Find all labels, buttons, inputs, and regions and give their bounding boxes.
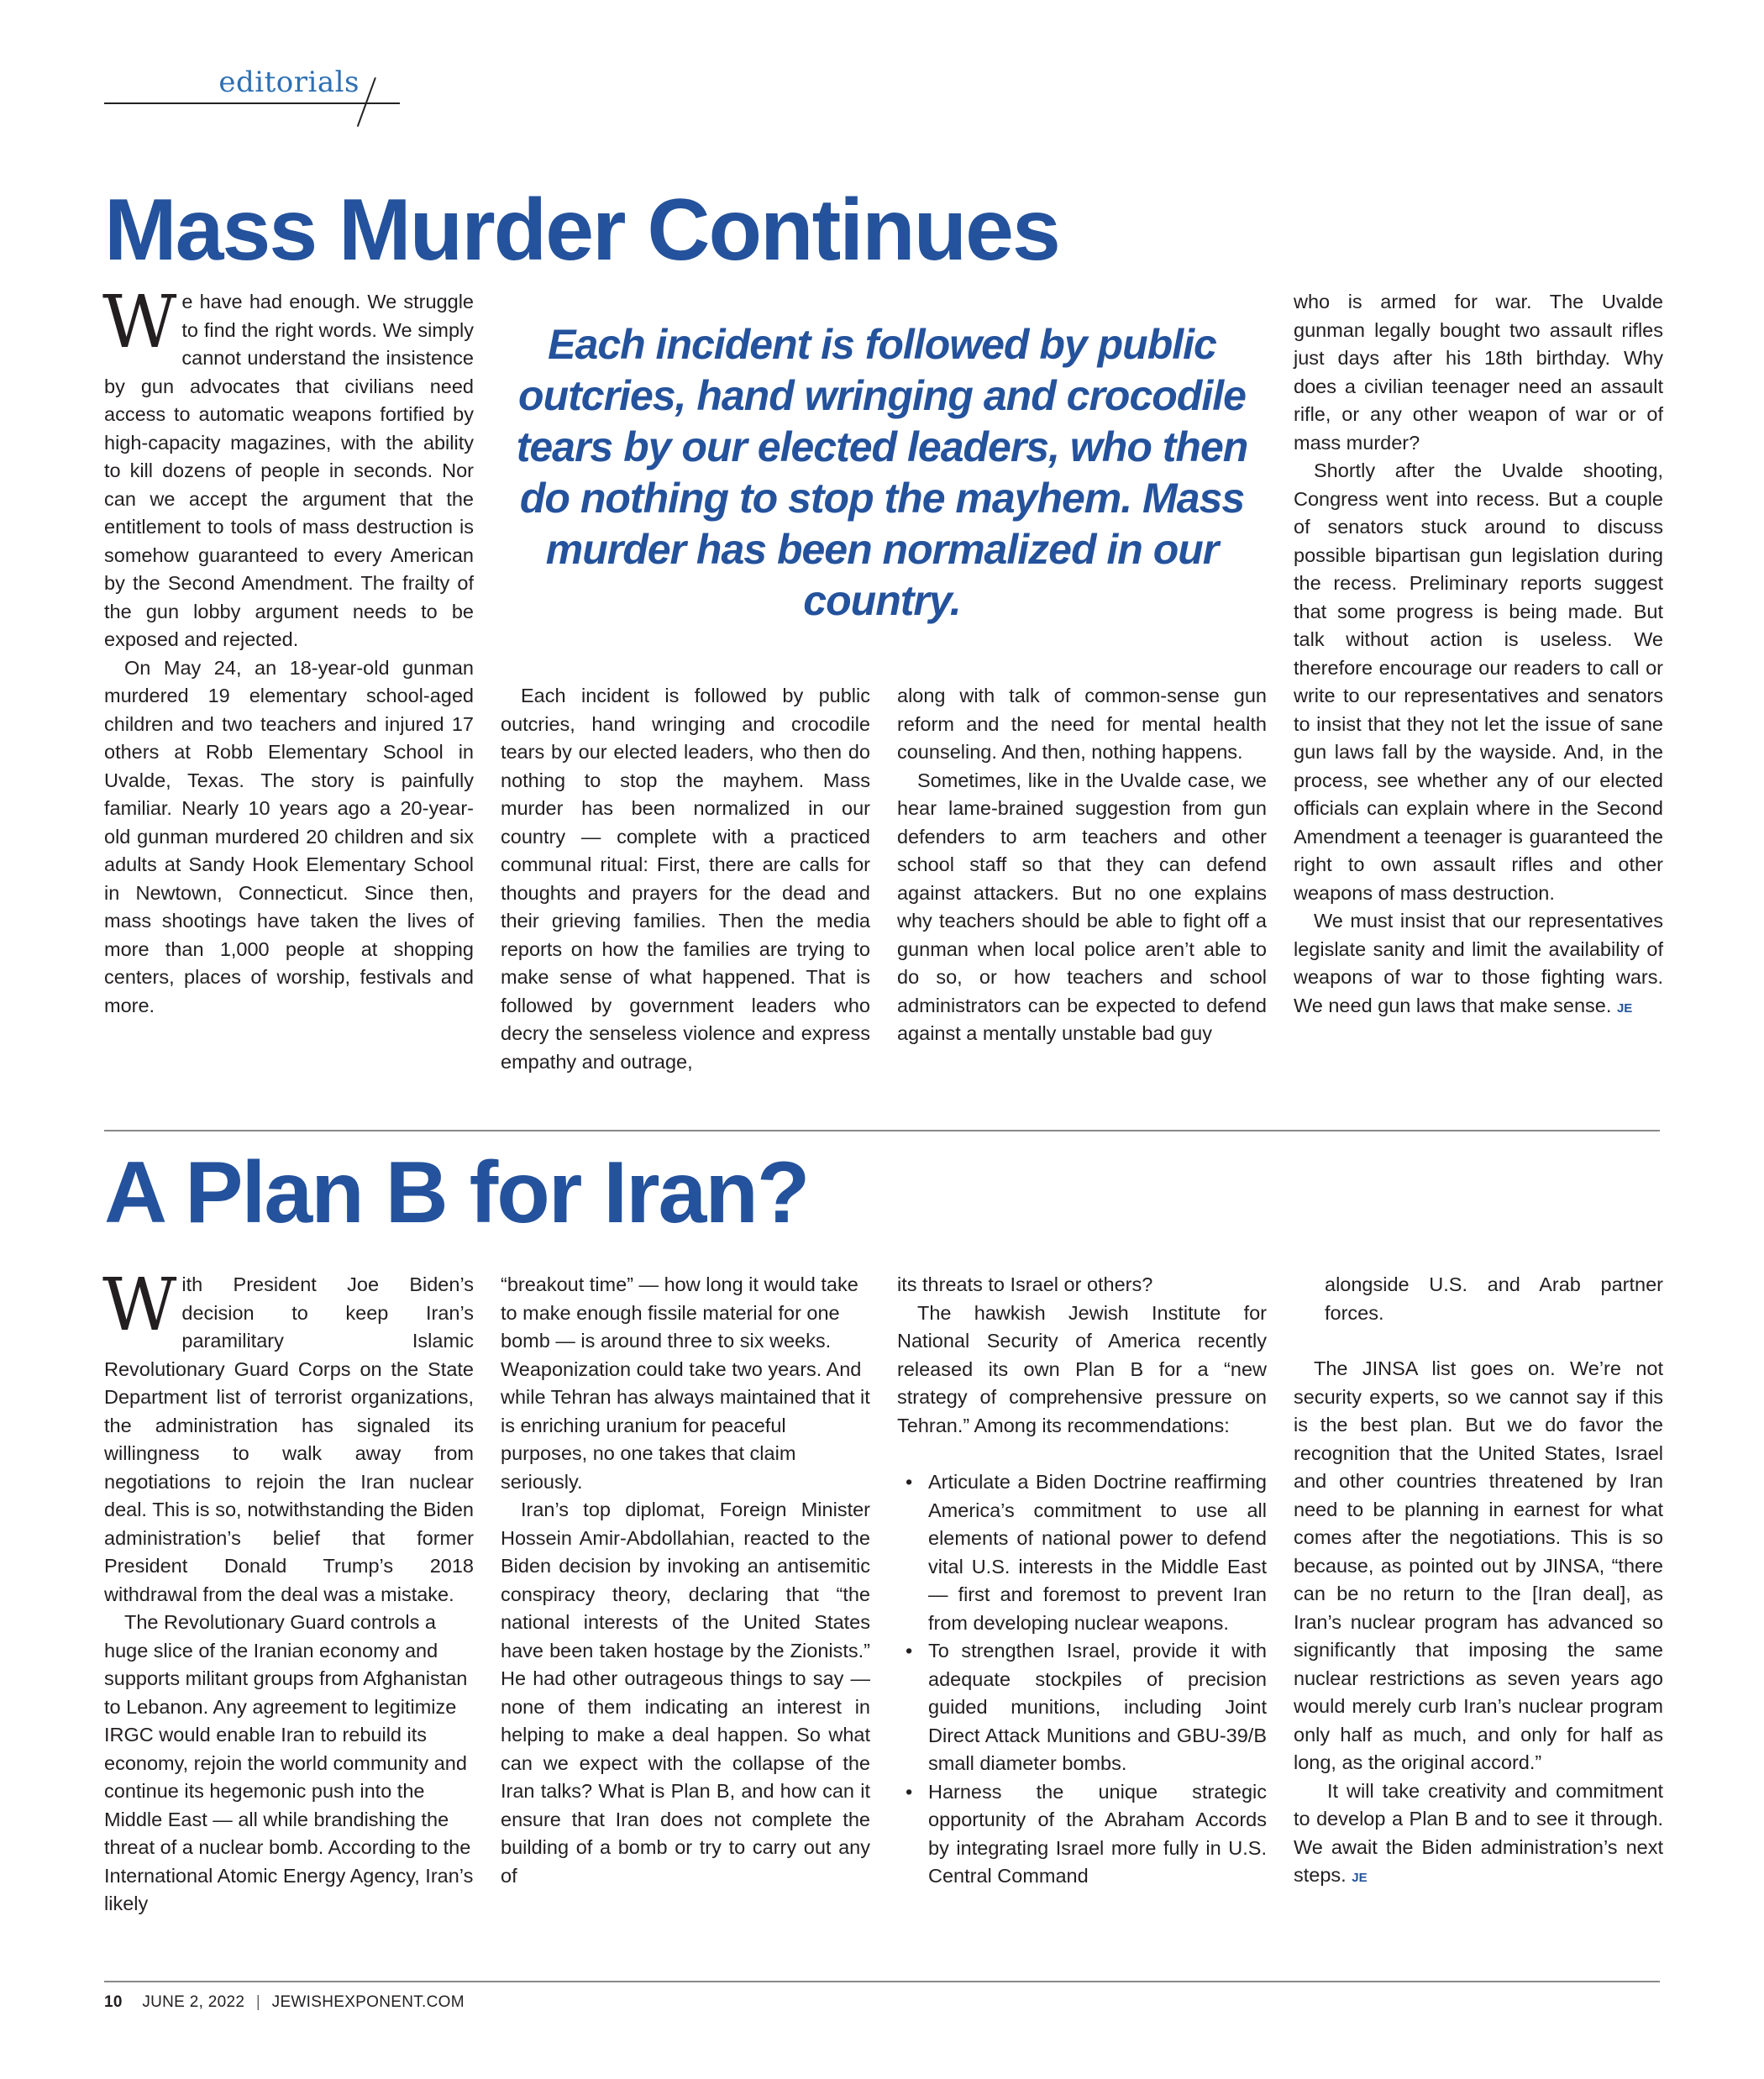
article2-column-2 — [501, 1271, 870, 1890]
footer-rule — [104, 1981, 1660, 1982]
article-divider — [104, 1130, 1660, 1131]
article2-col1-para1: With President Joe Biden’s decision to keep Iran’s paramilitary Islamic Revolutionary Guard Corps on the State Department list of terrorist organizations, the administration has signaled its willingness to walk away from negotiations to rejoin the Iran nuclear deal. This is so, notwithstanding the Biden administration’s belief that former President Donald Trump’s 2018 withdrawal from the deal was a mistake. — [102, 1263, 474, 1605]
article1-col4-para1: who is armed for war. The Uvalde gunman legally bought two assault rifles just days after his 18th birthday. Why does a civilian teenager need an assault rifle, or any other weapon of war or of mass murder? — [1294, 291, 1663, 454]
footer-separator: | — [255, 1993, 261, 2011]
article2-headline: A Plan B for Iran? — [104, 1144, 809, 1242]
article2-col2-para1: “breakout time” — how long it would take to make enough fissile material for one bomb — is around three to six weeks. Weaponization could take two years. And while Tehran has always maintained that it is enriching uranium for peaceful purposes, no one takes that claim seriously. — [501, 1273, 870, 1493]
article2-col4-para2: It will take creativity and commitment to develop a Plan B and to see it through. We await the Biden administration’s next steps. JE — [1294, 1779, 1663, 1886]
site-link[interactable]: JEWISHEXPONENT.COM — [271, 1993, 465, 2011]
article2-column-3 — [897, 1271, 1267, 1891]
article2-col3-para1: its threats to Israel or others? — [897, 1273, 1153, 1295]
list-item: • Harness the unique strategic opportunity of the Abraham Accords by integrating Israel more fully in U.S. Central Command — [897, 1778, 1267, 1891]
article2-col4-para1: The JINSA list goes on. We’re not security experts, so we cannot say if this is the best plan. But we do favor the recognition that the United States, Israel and other countries threatened by Iran need to be planning in earnest for what comes after the negotiations. This is so because, as pointed out by JINSA, “there can be no return to the [Iran deal], as Iran’s nuclear program has advanced so significantly that imposing the same nuclear restrictions as seven years ago would merely curb Iran’s nuclear program only half as much, and only for half as long, as the original accord.” — [1294, 1357, 1663, 1773]
article1-column-2 — [501, 682, 870, 1076]
author-initials: JE — [1352, 1871, 1368, 1885]
kicker-rule — [104, 102, 400, 104]
article1-column-1 — [102, 281, 474, 1020]
recommendations-list — [897, 1468, 1267, 1891]
article1-col3-para2: Sometimes, like in the Uvalde case, we hear lame-brained suggestion from gun defenders to arm teachers and other school staff so that they can defend against attackers. But no one explains why teachers should be able to fight off a gunman when local police aren’t able to do so, or how teachers and school administrators can be expected to defend against a mentally unstable bad guy — [897, 769, 1267, 1044]
section-kicker — [104, 66, 400, 104]
article1-column-3 — [897, 682, 1267, 1048]
article1-column-4 — [1294, 288, 1663, 1022]
article1-col1-para2: On May 24, an 18-year-old gunman murdered 19 elementary school-aged children and two teachers and injured 17 others at Robb Elementary School in Uvalde, Texas. The story is painfully familiar. Nearly 10 years ago a 20-year-old gunman murdered 20 children and six adults at Sandy Hook Elementary School in Newtown, Connecticut. Since then, mass shootings have taken the lives of more than 1,000 people at shopping centers, places of worship, festivals and more. — [104, 656, 474, 1016]
article2-col1-para2: The Revolutionary Guard controls a huge slice of the Iranian economy and supports militant groups from Afghanistan to Lebanon. Any agreement to legitimize IRGC would enable Iran to rebuild its economy, rejoin the world community and continue its hegemonic push into the Middle East — all while brandishing the threat of a nuclear bomb. According to the International Atomic Energy Agency, Iran’s likely — [104, 1611, 474, 1914]
article2-column-1 — [102, 1263, 474, 1919]
article1-col3-para1: along with talk of common-sense gun reform and the need for mental health counseling. And then, nothing happens. — [897, 685, 1267, 763]
article2-col3-para2: The hawkish Jewish Institute for National Security of America recently released its own Plan B for a “new strategy of comprehensive pressure on Tehran.” Among its recommendations: — [897, 1301, 1267, 1436]
author-initials: JE — [1616, 1000, 1633, 1016]
article1-col1-para1: We have had enough. We struggle to find the right words. We simply cannot understand the insistence by gun advocates that civilians need access to automatic weapons fortified by high-capacity magazines, with the ability to kill dozens of people in seconds. Nor can we accept the argument that the entitlement to tools of mass destruction is somehow guaranteed to every American by the Second Amendment. The frailty of the gun lobby argument needs to be exposed and rejected. — [102, 281, 474, 650]
issue-date: JUNE 2, 2022 — [142, 1993, 245, 2011]
list-item: • Articulate a Biden Doctrine reaffirming America’s commitment to use all elements of national power to defend vital U.S. interests in the Middle East — first and foremost to prevent Iran from developing nuclear weapons. — [897, 1468, 1267, 1637]
article1-col2-para1: Each incident is followed by public outcries, hand wringing and crocodile tears by our elected leaders, who then do nothing to stop the mayhem. Mass murder has been normalized in our country — complete with a practiced communal ritual: First, there are calls for thoughts and prayers for the dead and their grieving families. Then the media reports on how the families are trying to make sense of what happened. That is followed by government leaders who decry the senseless violence and express empathy and outrage, — [501, 685, 870, 1073]
article2-bullet-continuation: alongside U.S. and Arab partner forces. — [1325, 1273, 1663, 1324]
drop-cap: W — [102, 281, 177, 365]
drop-cap: W — [102, 1263, 177, 1347]
article1-pullquote: Each incident is followed by public outcries, hand wringing and crocodile tears by our elected leaders, who then do nothing to stop the mayhem. Mass murder has been normalized in our country. — [516, 321, 1248, 624]
article1-headline: Mass Murder Continues — [104, 181, 1059, 279]
list-item: • To strengthen Israel, provide it with adequate stockpiles of precision guided munitions, including Joint Direct Attack Munitions and GBU-39/B small diameter bombs. — [897, 1637, 1267, 1778]
article1-col4-para3: We must insist that our representatives legislate sanity and limit the availability of weapons of war to those fighting wars. We need gun laws that make sense. JE — [1294, 910, 1663, 1016]
page-footer — [104, 1993, 465, 2012]
article1-col4-para2: Shortly after the Uvalde shooting, Congress went into recess. But a couple of senators stuck around to discuss possible bipartisan gun legislation during the recess. Preliminary reports suggest that some progress is being made. But talk without action is useless. We therefore encourage our readers to call or write to our representatives and senators to insist that they not let the issue of sane gun laws fall by the wayside. And, in the process, see whether any of our elected officials can explain where in the Second Amendment a teenager is guaranteed the right to own assault rifles and other weapons of mass destruction. — [1294, 459, 1663, 904]
article2-col2-para2: Iran’s top diplomat, Foreign Minister Hossein Amir-Abdollahian, reacted to the Biden decision by invoking an antisemitic conspiracy theory, declaring that “the national interests of the United States have been taken hostage by the Zionists.” He had other outrageous things to say — none of them indicating an interest in helping to make a deal happen. So what can we expect with the collapse of the Iran talks? What is Plan B, and how can it ensure that Iran does not complete the building of a bomb or try to carry out any of — [501, 1499, 870, 1887]
article2-column-4 — [1294, 1271, 1663, 1893]
section-label: editorials — [218, 66, 360, 99]
page-number: 10 — [104, 1993, 123, 2011]
